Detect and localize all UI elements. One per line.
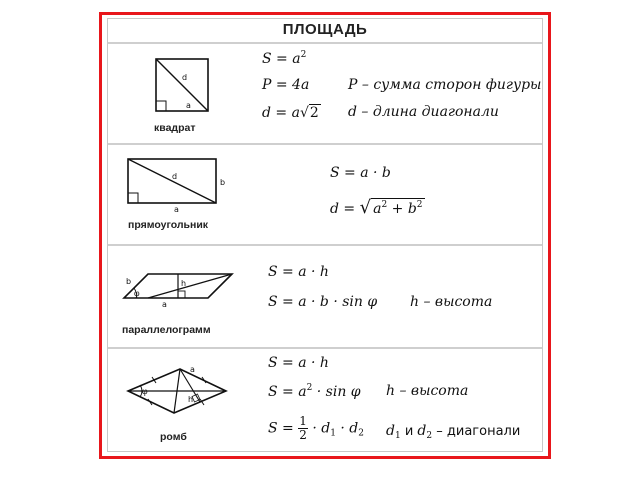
rhombus-a-label: a [190, 365, 195, 374]
rectangle-figure [124, 155, 229, 215]
square-label: квадрат [154, 122, 196, 134]
rectangle-a-label: a [174, 205, 179, 214]
square-diagonal-formula: d = a√2 [262, 105, 319, 121]
rectangle-label: прямоугольник [128, 219, 209, 231]
square-perimeter-note: P – сумма сторон фигуры [348, 77, 542, 93]
rhombus-diagonal-formula: S = $\frac{1}{2}$ · $d_1 \cdot d_2$ [268, 414, 364, 442]
parallelogram-h-label: h [181, 279, 187, 288]
parallelogram-b-label: b [126, 277, 132, 286]
rhombus-area-formula: S = a · h [268, 355, 329, 371]
square-d-label: d [182, 73, 188, 82]
square-perimeter-formula: P = 4a [262, 77, 310, 93]
area-formulas-table [107, 18, 543, 452]
rhombus-angle-label: φ [142, 387, 148, 396]
square-diagonal-note: d – длина диагонали [348, 104, 499, 120]
rectangle-diagonal-formula: d = √ $a^2 + b^2$ [330, 197, 423, 218]
rhombus-section [108, 349, 542, 451]
square-a-label: a [186, 101, 191, 110]
parallelogram-height-note: h – высота [410, 294, 493, 310]
rectangle-area-formula: S = a · b [330, 165, 391, 181]
rhombus-height-note: h – высота [386, 383, 469, 399]
rhombus-label: ромб [160, 431, 187, 443]
rhombus-figure [122, 363, 232, 421]
rhombus-diagonals-note: $d_1$ и $d_2$ – диагонали [386, 423, 521, 441]
parallelogram-figure [120, 268, 240, 310]
rhombus-h-label: h [188, 395, 194, 404]
square-section [108, 44, 542, 142]
square-figure [153, 56, 211, 116]
square-area-formula: $S = a^2$ [262, 50, 307, 67]
rhombus-sine-formula: $S = a^2 \cdot \sin \varphi$ [268, 383, 361, 400]
rectangle-b-label: b [220, 178, 226, 187]
rectangle-d-label: d [172, 172, 178, 181]
parallelogram-a-label: a [162, 300, 167, 309]
parallelogram-sine-formula: S = a · b · sin φ [268, 294, 378, 310]
rectangle-section [108, 145, 542, 243]
parallelogram-angle-label: φ [134, 289, 140, 298]
parallelogram-section [108, 246, 542, 346]
page-title: ПЛОЩАДЬ [282, 21, 368, 38]
parallelogram-area-formula: S = a · h [268, 264, 329, 280]
red-border-frame [99, 12, 551, 459]
parallelogram-label: параллелограмм [122, 324, 211, 336]
